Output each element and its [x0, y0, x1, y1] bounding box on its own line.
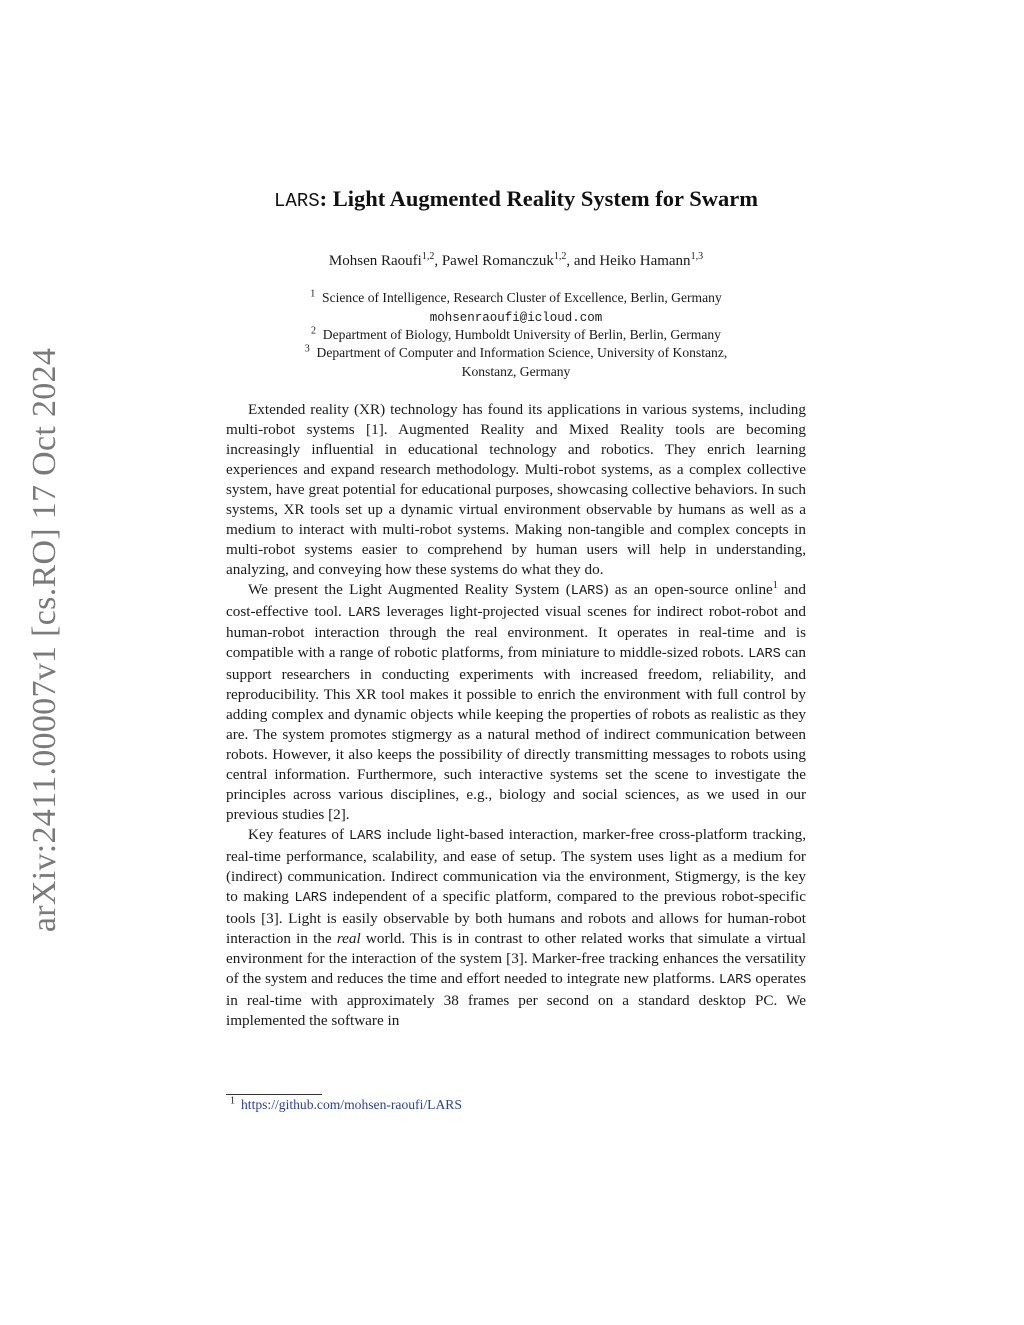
paragraph-2: [226, 580, 806, 825]
affil-number: 1: [310, 288, 316, 300]
affil-text: Department of Computer and Information Science, University of Konstanz,: [316, 345, 728, 360]
title-text: : Light Augmented Reality System for Swarm: [319, 186, 758, 211]
text-run: operates in real-time with approximately 38 frames per second on a standard desktop PC. We implemented the software in: [226, 969, 806, 1029]
acronym: LARS: [294, 890, 328, 906]
email-address[interactable]: mohsenraoufi@icloud.com: [429, 311, 603, 325]
title-acronym: LARS: [274, 190, 320, 212]
text-run: Key features of: [248, 826, 349, 844]
text-run: ) as an open-source online: [603, 580, 773, 598]
acronym: LARS: [748, 647, 781, 663]
author-list: [226, 253, 806, 270]
emphasis: real: [336, 929, 361, 947]
author-name: Pawel Romanczuk: [441, 253, 554, 269]
affil-number: 2: [311, 325, 316, 337]
github-link[interactable]: https://github.com/mohsen-raoufi/LARS: [241, 1097, 462, 1112]
footnote-marker[interactable]: 1: [772, 579, 778, 591]
affil-number: 3: [304, 343, 310, 355]
text-run: can support researchers in conducting experiments with increased freedom, reliability, and reproducibility. This XR tool makes it possible to enrich the environment with full control by adding complex and dynamic objects while keeping the properties of robots as realistic as they are. The system promotes stigmergy as a natural method of indirect communication between robots. However, it also keeps the possibility of directly transmitting messages to robots using central information. Furthermore, such interactive systems set the scene to investigate the principles across various disciplines, e.g., biology and social sciences, as we used in our previous studies [2].: [226, 644, 806, 824]
acronym: LARS: [570, 583, 604, 599]
affil-text: Science of Intelligence, Research Cluster of Excellence, Berlin, Germany: [322, 290, 722, 305]
acronym: LARS: [347, 605, 381, 621]
author-affil-mark: 1,3: [690, 251, 704, 262]
author-name: Heiko Hamann: [599, 253, 691, 269]
paper-title: [226, 186, 806, 212]
affil-text: Konstanz, Germany: [461, 364, 571, 379]
paragraph-3: [226, 825, 806, 1031]
acronym: LARS: [718, 972, 752, 988]
text-run: world. This is in contrast to other related works that simulate a virtual environment for the interaction of the system [3]. Marker-free tracking enhances the versatility of the system and reduces the time and effort needed to integrate new platforms.: [226, 929, 806, 987]
paragraph-1: Extended reality (XR) technology has found its applications in various systems, including multi-robot systems [1]. Augmented Reality and Mixed Reality tools are becoming increasingly influential in educational technology and robotics. They enrich learning experiences and expand research methodology. Multi-robot systems, as a complex collective system, have great potential for educational purposes, showcasing collective behaviors. In such systems, XR tools set up a dynamic virtual environment observable by humans as well as a medium to interact with multi-robot systems. Making non-tangible and complex concepts in multi-robot systems easier to comprehend by human users will help in understanding, analyzing, and conveying how these systems do what they do.: [226, 401, 806, 578]
text-run: independent of a specific platform, compared to the previous robot-specific tools [3]. Light is easily observable by both humans and robots and allows for human-robot interaction in the: [226, 887, 806, 947]
text-run: and cost-effective tool.: [226, 580, 806, 620]
text-run: leverages light-projected visual scenes for indirect robot-robot and human-robot interaction through the real environment. It operates in real-time and is compatible with a range of robotic platforms, from miniature to middle-sized robots.: [226, 602, 806, 662]
author-affil-mark: 1,2: [553, 251, 567, 262]
author-affil-mark: 1,2: [421, 251, 435, 262]
arxiv-identifier: arXiv:2411.00007v1 [cs.RO] 17 Oct 2024: [26, 347, 63, 933]
footnote: [230, 1097, 462, 1113]
acronym: LARS: [349, 829, 382, 845]
footnote-number: 1: [230, 1095, 235, 1107]
text-run: We present the Light Augmented Reality System (: [248, 580, 571, 598]
affiliation-3: [226, 344, 806, 363]
author-name: Mohsen Raoufi: [328, 253, 422, 269]
footnote-divider: [226, 1094, 322, 1095]
affil-text: Department of Biology, Humboldt University of Berlin, Berlin, Germany: [322, 327, 721, 342]
author-separator: , and: [566, 253, 600, 269]
affiliation-3-cont: [226, 363, 806, 382]
abstract-body: [226, 400, 806, 1031]
author-separator: ,: [434, 253, 442, 269]
affiliation-1: [226, 289, 806, 308]
text-run: include light-based interaction, marker-free cross-platform tracking, real-time performance, scalability, and ease of setup. The system uses light as a medium for (indirect) communication. Indirect communication via the environment, Stigmergy, is the key to making: [226, 826, 806, 905]
affiliation-2: [226, 326, 806, 345]
